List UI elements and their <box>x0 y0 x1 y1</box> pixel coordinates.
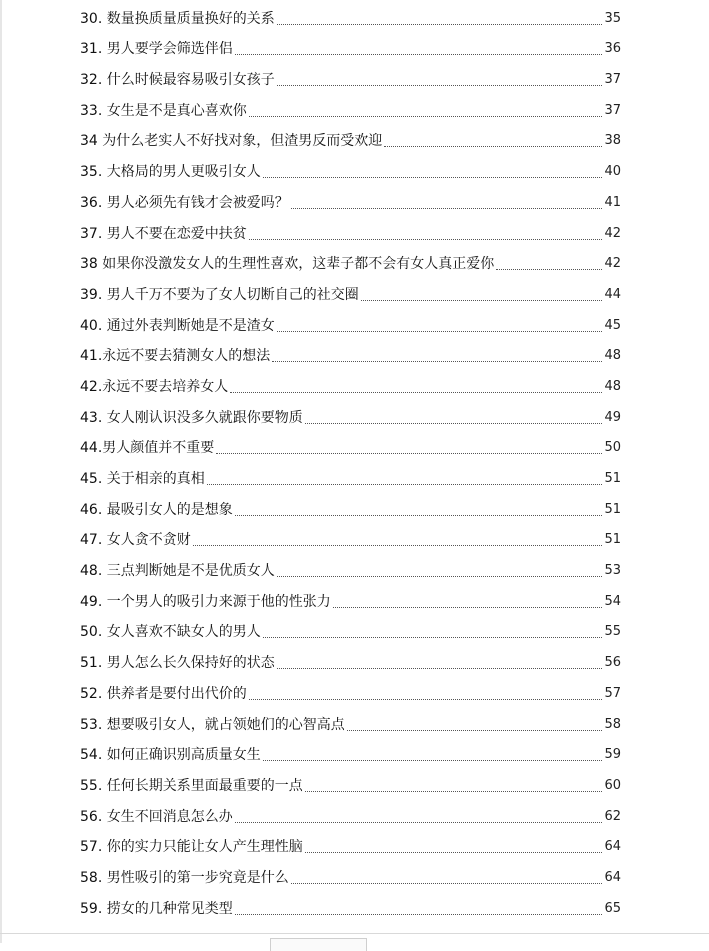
toc-dot-leader <box>216 453 602 454</box>
toc-dot-leader <box>347 730 603 731</box>
toc-entry-title: 35. 大格局的男人更吸引女人 <box>80 164 261 181</box>
toc-entry-page-number: 56 <box>604 655 621 671</box>
toc-dot-leader <box>235 54 603 55</box>
toc-entry-page-number: 45 <box>604 317 621 333</box>
page-edge <box>0 0 2 943</box>
toc-dot-leader <box>277 85 603 86</box>
toc-entry-title: 30. 数量换质量质量换好的关系 <box>80 10 275 27</box>
toc-entry-title: 43. 女人刚认识没多久就跟你要物质 <box>80 409 303 426</box>
toc-entry-title: 55. 任何长期关系里面最重要的一点 <box>80 777 303 794</box>
toc-entry-page-number: 64 <box>604 839 621 855</box>
toc-entry[interactable] <box>80 33 621 64</box>
toc-entry-page-number: 40 <box>604 164 621 180</box>
toc-entry[interactable] <box>80 554 621 585</box>
toc-entry-page-number: 48 <box>604 348 621 364</box>
toc-entry-title: 45. 关于相亲的真相 <box>80 471 205 487</box>
toc-entry-title: 47. 女人贪不贪财 <box>80 532 191 549</box>
toc-entry-page-number: 36 <box>604 41 621 57</box>
toc-entry-title: 54. 如何正确识别高质量女生 <box>80 747 261 764</box>
toc-entry[interactable] <box>80 646 621 677</box>
toc-dot-leader <box>249 239 603 240</box>
toc-entry-title: 44.男人颜值并不重要 <box>80 440 215 457</box>
toc-entry-page-number: 41 <box>604 194 621 210</box>
toc-entry-page-number: 35 <box>604 10 621 26</box>
toc-entry-title: 48. 三点判断她是不是优质女人 <box>80 563 275 580</box>
toc-dot-leader <box>333 607 603 608</box>
toc-dot-leader <box>291 883 603 884</box>
toc-entry-page-number: 55 <box>604 624 621 640</box>
toc-entry-page-number: 37 <box>604 102 621 118</box>
toc-entry[interactable] <box>80 217 621 248</box>
toc-dot-leader <box>496 269 602 270</box>
toc-entry-page-number: 65 <box>604 900 621 916</box>
toc-entry[interactable] <box>80 800 621 831</box>
toc-dot-leader <box>305 852 603 853</box>
toc-dot-leader <box>291 208 603 209</box>
toc-entry-title: 36. 男人必须先有钱才会被爱吗？ <box>80 194 289 211</box>
toc-entry-page-number: 44 <box>604 286 621 302</box>
toc-dot-leader <box>305 791 603 792</box>
toc-entry-title: 40. 通过外表判断她是不是渣女 <box>80 317 275 334</box>
toc-entry-title: 56. 女生不回消息怎么办 <box>80 808 233 825</box>
toc-dot-leader <box>235 822 603 823</box>
toc-entry-title: 39. 男人千万不要为了女人切断自己的社交圈 <box>80 286 359 303</box>
toc-entry[interactable] <box>80 155 621 186</box>
toc-dot-leader <box>235 515 603 516</box>
toc-entry[interactable] <box>80 278 621 309</box>
toc-entry-title: 41.永远不要去猜测女人的想法 <box>80 348 271 365</box>
toc-entry-page-number: 42 <box>604 256 621 272</box>
toc-entry[interactable] <box>80 585 621 616</box>
toc-dot-leader <box>263 637 603 638</box>
toc-dot-leader <box>249 699 603 700</box>
toc-entry-title: 52. 供养者是要付出代价的 <box>80 685 247 702</box>
toc-dot-leader <box>305 423 603 424</box>
toc-entry[interactable] <box>80 769 621 800</box>
toc-entry[interactable] <box>80 524 621 555</box>
page-number-box[interactable] <box>270 938 367 951</box>
toc-dot-leader <box>272 361 602 362</box>
toc-entry-page-number: 51 <box>604 501 621 517</box>
toc-dot-leader <box>277 24 603 25</box>
toc-entry[interactable] <box>80 125 621 156</box>
toc-entry-page-number: 37 <box>604 72 621 88</box>
toc-entry[interactable] <box>80 616 621 647</box>
toc-entry-title: 42.永远不要去培养女人 <box>80 378 229 395</box>
toc-entry[interactable] <box>80 432 621 463</box>
toc-entry-page-number: 59 <box>604 747 621 763</box>
page-bottom-divider <box>0 933 709 934</box>
toc-entry-page-number: 48 <box>604 378 621 394</box>
toc-entry-page-number: 42 <box>604 225 621 241</box>
toc-entry[interactable] <box>80 708 621 739</box>
toc-dot-leader <box>277 331 603 332</box>
toc-entry-page-number: 51 <box>604 532 621 548</box>
toc-entry-title: 50. 女人喜欢不缺女人的男人 <box>80 624 261 641</box>
toc-entry-title: 59. 捞女的几种常见类型 <box>80 900 233 917</box>
toc-dot-leader <box>193 545 603 546</box>
toc-entry[interactable] <box>80 831 621 862</box>
toc-entry[interactable] <box>80 248 621 279</box>
toc-entry[interactable] <box>80 94 621 125</box>
toc-entry[interactable] <box>80 493 621 524</box>
toc-dot-leader <box>277 576 603 577</box>
toc-dot-leader <box>263 177 603 178</box>
toc-entry-title: 57. 你的实力只能让女人产生理性脑 <box>80 839 303 856</box>
toc-entry-title: 33. 女生是不是真心喜欢你 <box>80 102 247 119</box>
toc-entry[interactable] <box>80 892 621 923</box>
toc-entry[interactable] <box>80 739 621 770</box>
toc-entry[interactable] <box>80 186 621 217</box>
toc-entry-title: 38 如果你没激发女人的生理性喜欢，这辈子都不会有女人真正爱你 <box>80 256 495 273</box>
toc-entry-page-number: 58 <box>604 716 621 732</box>
toc-entry[interactable] <box>80 401 621 432</box>
table-of-contents <box>80 2 621 923</box>
toc-entry-page-number: 54 <box>604 593 621 609</box>
toc-entry[interactable] <box>80 462 621 493</box>
toc-dot-leader <box>263 760 603 761</box>
toc-entry-title: 46. 最吸引女人的是想象 <box>80 501 233 518</box>
toc-entry-title: 32. 什么时候最容易吸引女孩子 <box>80 72 275 89</box>
toc-dot-leader <box>207 484 603 485</box>
toc-entry[interactable] <box>80 63 621 94</box>
toc-dot-leader <box>361 300 603 301</box>
toc-dot-leader <box>249 116 603 117</box>
toc-entry-title: 51. 男人怎么长久保持好的状态 <box>80 655 275 672</box>
toc-entry-page-number: 49 <box>604 409 621 425</box>
toc-entry[interactable] <box>80 340 621 371</box>
toc-entry-page-number: 38 <box>604 133 621 149</box>
toc-entry-page-number: 62 <box>604 808 621 824</box>
toc-entry-title: 34 为什么老实人不好找对象，但渣男反而受欢迎 <box>80 133 383 150</box>
toc-dot-leader <box>277 668 603 669</box>
toc-entry-title: 31. 男人要学会筛选伴侣 <box>80 41 233 58</box>
toc-entry-page-number: 57 <box>604 685 621 701</box>
toc-entry-page-number: 64 <box>604 869 621 885</box>
toc-entry-title: 49. 一个男人的吸引力来源于他的性张力 <box>80 593 331 610</box>
toc-entry[interactable] <box>80 677 621 708</box>
toc-entry-page-number: 60 <box>604 777 621 793</box>
toc-dot-leader <box>230 392 602 393</box>
toc-entry-page-number: 50 <box>604 440 621 456</box>
toc-entry-title: 37. 男人不要在恋爱中扶贫 <box>80 225 247 242</box>
toc-entry[interactable] <box>80 2 621 33</box>
toc-entry-page-number: 51 <box>604 471 621 486</box>
toc-entry-title: 58. 男性吸引的第一步究竟是什么 <box>80 869 289 886</box>
toc-entry-page-number: 53 <box>604 563 621 579</box>
toc-dot-leader <box>384 146 602 147</box>
toc-entry-title: 53. 想要吸引女人，就占领她们的心智高点 <box>80 716 345 733</box>
toc-dot-leader <box>235 914 603 915</box>
toc-entry[interactable] <box>80 309 621 340</box>
toc-entry[interactable] <box>80 370 621 401</box>
toc-entry[interactable] <box>80 861 621 892</box>
